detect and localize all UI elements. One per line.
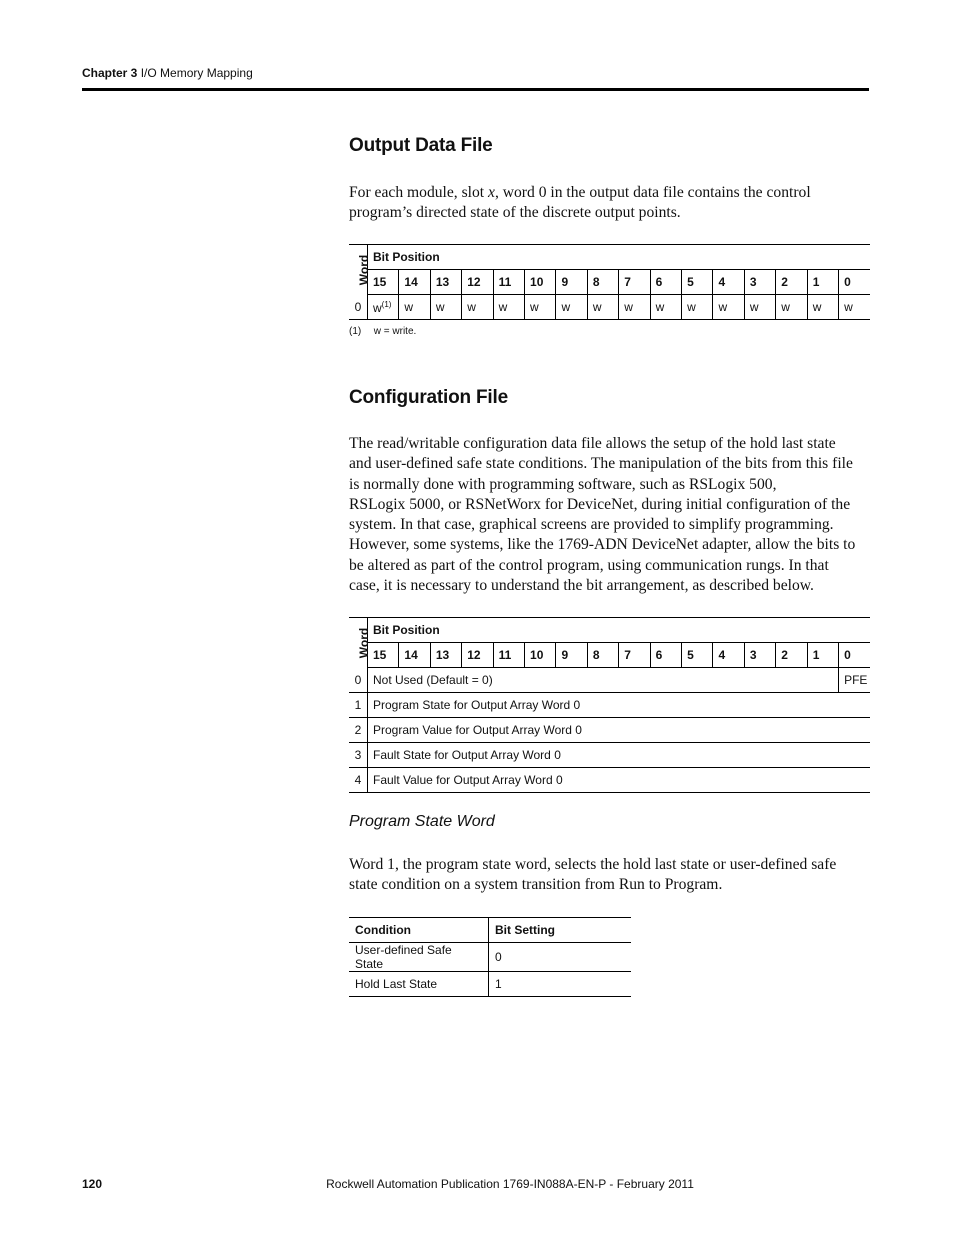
program-state-subheading: Program State Word — [349, 813, 495, 830]
bit-position-header: Bit Position — [368, 245, 871, 270]
chapter-label: Chapter 3 — [82, 66, 138, 80]
word-column-header: Word — [349, 618, 368, 668]
bit-position-header: Bit Position — [368, 618, 871, 643]
table-row: 0 Not Used (Default = 0) PFE — [349, 668, 870, 693]
bit-number-row: 15 14 13 12 11 10 9 8 7 6 5 4 3 2 1 0 — [349, 643, 870, 668]
program-state-paragraph: Word 1, the program state word, selects the hold last state or user-defined safe state condition on a system transition from Run to Program. — [349, 856, 837, 894]
table-row: 1 Program State for Output Array Word 0 — [349, 693, 870, 718]
output-data-file-heading: Output Data File — [349, 135, 493, 156]
header-rule — [82, 88, 869, 91]
table-row: 3 Fault State for Output Array Word 0 — [349, 743, 870, 768]
condition-table — [349, 917, 631, 997]
table-row: User-defined Safe State 0 — [349, 943, 631, 972]
table-row: 4 Fault Value for Output Array Word 0 — [349, 768, 870, 793]
page-number: 120 — [82, 1177, 103, 1191]
footnote-ref: (1) — [381, 299, 392, 309]
configuration-table — [349, 617, 870, 793]
chapter-title: I/O Memory Mapping — [140, 66, 253, 80]
configuration-file-heading: Configuration File — [349, 387, 508, 408]
table-row: 2 Program Value for Output Array Word 0 — [349, 718, 870, 743]
table-header-row: Condition Bit Setting — [349, 918, 631, 943]
running-header — [82, 66, 253, 80]
publication-info: Rockwell Automation Publication 1769-IN088A-EN-P - February 2011 — [326, 1177, 694, 1191]
table-footnote: (1) w = write. — [349, 326, 417, 337]
bit-number-row: 15 14 13 12 11 10 9 8 7 6 5 4 3 2 1 0 — [349, 270, 870, 295]
configuration-file-paragraph: The read/writable configuration data file allows the setup of the hold last state and user-defined safe state conditions. The manipulation of the bits from this file is normally done with programming software, such as RSLogix 500, RSLogix 5000, or RSNetWorx for DeviceNet, during initial configuration of the system. In that case, graphical screens are provided to simplify programming. However, some systems, like the 1769-ADN DeviceNet adapter, allow the bits to be altered as part of the control program, using communication rungs. In that case, it is necessary to understand the bit arrangement, as described below. — [349, 435, 856, 595]
table-row: Hold Last State 1 — [349, 972, 631, 997]
table-row: 0 $w^{(1)}$ w w w w w w w w w w w w w w w — [349, 295, 870, 320]
word-column-header: Word — [349, 245, 368, 295]
output-data-file-paragraph: For each module, slot x, word 0 in the output data file contains the control program’s directed state of the discrete output points. — [349, 184, 811, 222]
output-data-table — [349, 244, 870, 320]
